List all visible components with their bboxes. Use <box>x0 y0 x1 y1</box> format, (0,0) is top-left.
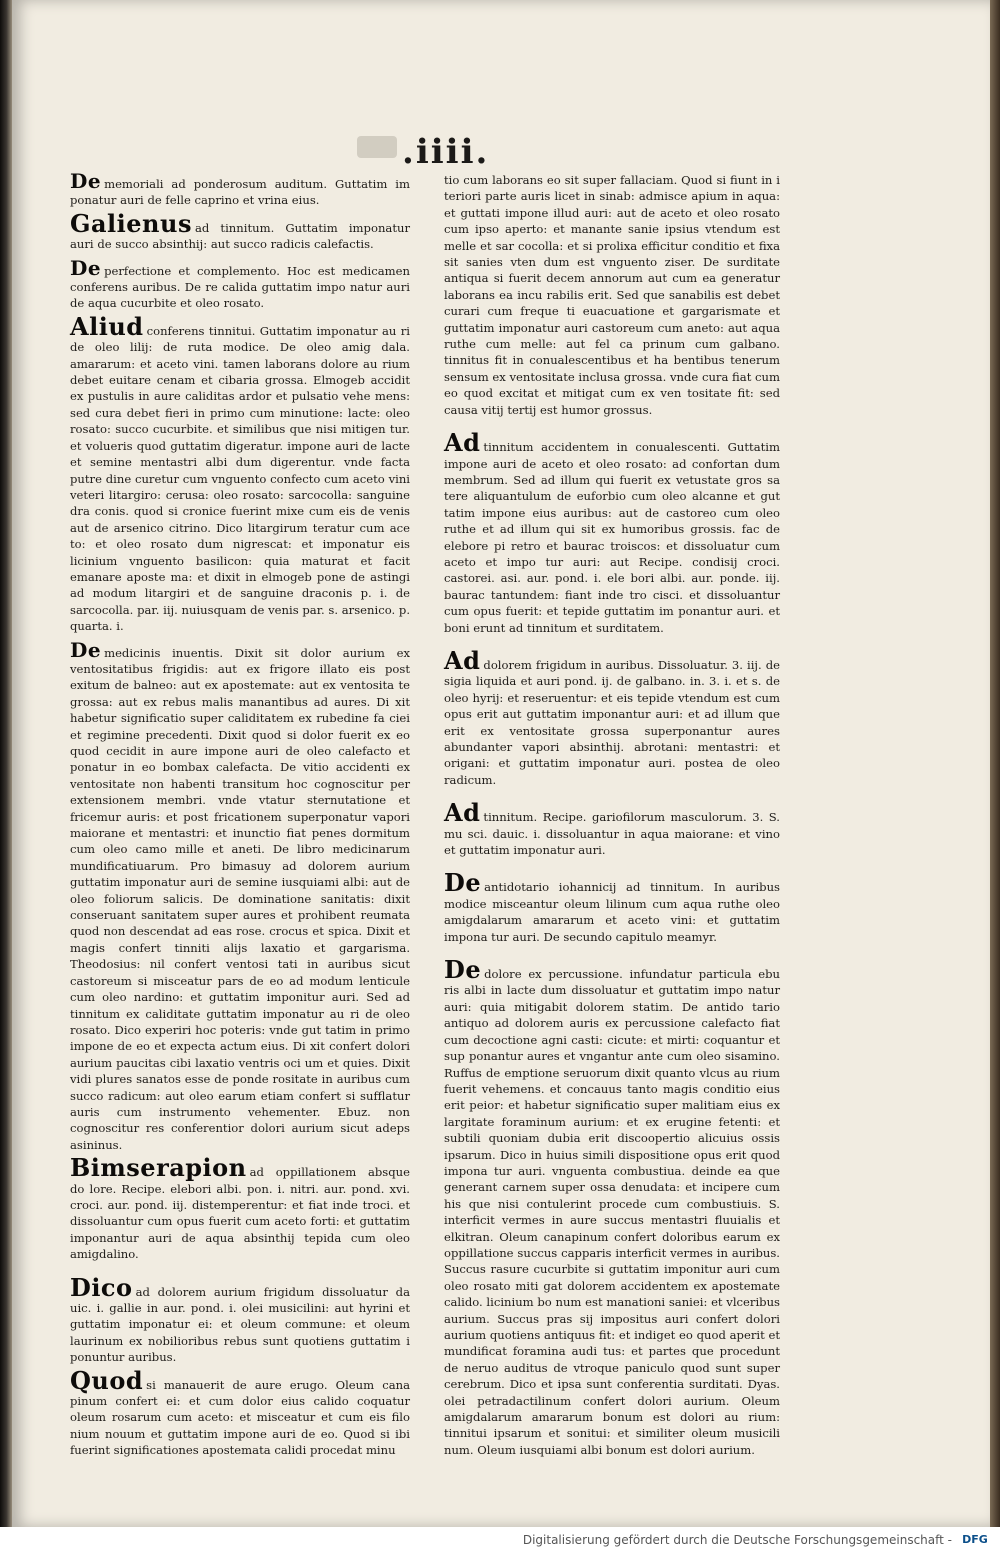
paragraph <box>444 798 780 858</box>
scanned-page <box>12 0 990 1527</box>
paragraph-text: dolorem frigidum in auribus. Dissoluatur. 3. iij. de sigia liquida et auri pond. ij. de galbano. in. 3. i. et s. de oleo hyrij: et reseruentur: et eis tepide vtendum est cum opus erit aut guttatim imponantur auri: et ad illum que erit ex ventositate grossa superponantur aures abundanter vapori absinthij. abrotani: mentastri: et origani: et guttatim imponatur auri. postea de oleo radicum. <box>444 657 780 787</box>
paragraph-text: conferens tinnitui. Guttatim imponatur au ri de oleo lilij: de ruta modice. De oleo amig dala. amararum: et aceto vini. tamen laborans dolore au rium debet euitare cenam et cibaria grossa. Elmogeb accidit ex pustulis in aure caliditas ardor et pulsatio vehe mens: sed cura debet fieri in primo cum minutione: lacte: oleo rosato: succo cucurbite. et similibus que nisi mitigen tur. et volueris quod guttatim digeratur. impone auri de lacte et semine mentastri albi dum digerentur. vnde facta putre dine curetur cum vnguento confecto cum aceto vini veteri litargiro: cerusa: oleo rosato: sarcocolla: sanguine dra conis. quod si cronice fuerint mixe cum eis de venis aut de arsenico citrino. Dico litargirum teratur cum ace to: et oleo rosato dum nigrescat: et imponatur eis licinium vnguento basilicon: quia maturat et facit emanare aposte ma: et dixit in elmogeb pone de astingi ad modum litargiri et de sanguine draconis p. i. de sarcocolla. par. iij. nuiusquam de venis par. s. arsenico. p. quarta. i. <box>70 323 410 634</box>
initial-word: De <box>70 255 102 280</box>
paragraph <box>70 1365 410 1459</box>
initial-word: De <box>70 637 102 662</box>
paragraph-text: si manauerit de aure erugo. Oleum cana pinum confert ei: et cum dolor eius calido coquatur oleum rosarum cum aceto: et misceatur et cum eis filo nium nouum et guttatim impone auri de eo. Quod si ibi fuerint significationes apostemata calidi procedat minu <box>70 1377 410 1458</box>
initial-word: Galienus <box>70 208 192 238</box>
paragraph-text: perfectione et complemento. Hoc est medicamen conferens auribus. De re calida guttatim impo natur auri de aqua cucurbite et oleo rosato. <box>70 263 410 311</box>
paragraph <box>70 1153 410 1262</box>
paragraph <box>70 637 410 1154</box>
paragraph <box>444 868 780 945</box>
initial-word: De <box>444 868 482 898</box>
initial-word: Dico <box>70 1272 133 1302</box>
initial-word: De <box>444 955 482 985</box>
paragraph <box>444 955 780 1458</box>
paragraph <box>70 169 410 209</box>
dfg-logo-icon: DFG <box>962 1533 988 1546</box>
paragraph <box>70 255 410 312</box>
initial-word: Ad <box>444 428 481 458</box>
paragraph-text: medicinis inuentis. Dixit sit dolor aurium ex ventositatibus frigidis: aut ex frigore illato eis post exitum de balneo: aut ex apostemate: aut ex ventosita te grossa: aut ex rebus malis manantibus ad aures. Di xit habetur significatio super caliditatem ex rubedine fa ciei et regimine precedenti. Dixit quod si dolor fuerit ex eo quod cecidit in aure impone auri de oleo calefacto et ponatur in eo bombax calefacta. De vitio accidenti ex ventositate non habenti transitum hoc cognoscitur per extensionem membri. vnde vtatur sternutatione et fricemur auris: et post fricationem superponatur vapori maiorane et mentastri: et inunctio fiat penes dormitum cum oleo camo mille et aneti. De libro medicinarum mundificatiuarum. Pro bimasuy ad dolorem aurium guttatim imponatur auri de semine iusquiami albi: aut de oleo foliorum salicis. De dominatione sanitatis: dixit conseruant sanitatem super aures et prohibent reumata quod non descendat ad eas rose. crocus et spica. Dixit et magis confert tinniti alijs laxatio et gargarisma. Theodosius: nil confert ventosi tati in auribus sicut castoreum si misceatur pars de eo ad modum lenticule cum oleo nardino: et guttatim imponitur auri. Sed ad tinnitum ex caliditate guttatim imponatur au ri de oleo rosato. Dico experiri hoc poteris: vnde gut tatim in primo impone de eo et expecta actum eius. Di xit confert dolori aurium paucitas cibi laxatio ventris oci um et quies. Dixit vidi plures sanatos esse de ponde rositate in auribus cum succo radicum: aut oleo earum etiam confert si sufflatur auris cum instrumento vehementer. Ebuz. non cognoscitur res conferentior dolori aurium sicut adeps asininus. <box>70 645 410 1152</box>
paragraph <box>444 645 780 788</box>
left-column <box>70 169 410 1465</box>
paragraph-text: tio cum laborans eo sit super fallaciam. Quod si fiunt in i teriori parte auris licet in sinab: admisce apium in aqua: et guttati impone illud auri: aut de aceto et oleo rosato cum ipso aperto: et manante sanie ipsius vtendum est melle et sar cocolla: et si prolixa efficitur conditio et fixa sit sanies vten dum est vnguento ziser. De surditate antiqua si fuerit decem annorum aut cum ea generatur laborans ea incu rabilis erit. Sed que sanabilis est debet curari cum freque ti euacuatione et gargarismate et guttatim imponatur auri castoreum cum aneto: aut aqua ruthe cum melle: aut fel ca prinum cum galbano. tinnitus fit in conualescentibus et ha bentibus tenerum sensum ex ventositate inclusa grossa. vnde cura fiat cum eo quod excitat et mitigat cum ex ven tositate fit: sed causa vitij tertij est humor grossus. <box>444 173 780 417</box>
initial-word: Bimserapion <box>70 1153 247 1183</box>
paragraph-text: ad tinnitum. Guttatim imponatur auri de succo absinthij: aut succo radicis calefactis. <box>70 220 410 252</box>
initial-word: Quod <box>70 1365 144 1395</box>
initial-word: Aliud <box>70 311 144 341</box>
paragraph <box>444 172 780 418</box>
footer-credit: Digitalisierung gefördert durch die Deutsche Forschungsgemeinschaft - <box>522 1533 952 1547</box>
right-column <box>444 172 780 1464</box>
paragraph <box>70 311 410 635</box>
initial-word: Ad <box>444 798 481 828</box>
paragraph <box>70 208 410 253</box>
book-right-edge <box>990 0 1000 1555</box>
paragraph-text: antidotario iohannicij ad tinnitum. In auribus modice misceantur oleum lilinum cum aqua ruthe oleo amigdalarum amararum et aceto vini: et guttatim impona tur auri. De secundo capitulo meamyr. <box>444 880 780 944</box>
paragraph-text: tinnitum. Recipe. gariofilorum masculorum. 3. S. mu sci. dauic. i. dissoluantur in aqua maiorane: et vino et guttatim imponatur auri. <box>444 810 780 858</box>
folio-smudge <box>357 136 397 158</box>
paragraph-text: dolore ex percussione. infundatur particula ebu ris albi in lacte dum dissoluatur et guttatim impo natur auri: quia mitigabit dolorem statim. De antido tario antiquo ad dolorem auris ex percussione calefacto fiat cum decoctione agni casti: cicute: et mirti: coquantur et sup ponantur aures et vngantur ante cum oleo sisamino. Ruffus de emptione seruorum dixit quanto vlcus au rium fuerit vehemens. et concauus tanto magis conditio eius erit peior: et habetur significatio super malitiam eius ex largitate foraminum aurium: et ex erugine fetenti: et subtili quoniam dubia erit discoopertio alicuius ossis ipsarum. Dico in huius simili dispositione opus erit quod impona tur auri. vnguenta combustiua. deinde ea que generant carnem super ossa denudata: et incipere cum his que nisi contulerint procede cum combustiuis. S. interficit vermes in aure succus mentastri fluuialis et elkitran. Oleum canapinum confert doloribus earum ex oppillatione succus capparis interficit vermes in auribus. Succus rasure cucurbite si guttatim imponitur auri cum oleo rosato miti gat dolorem accidentem ex apostemate calido. licinium bo num est manationi saniei: et vlceribus aurium. Succus pras sij impositus auri confert dolori aurium quotiens antiquus fit: et indiget eo quod aperit et mundificat foramina audi tus: et partes que procedunt de neruo auditus de vtroque paniculo quod sunt super cerebrum. Dico et ipsa sunt conferentia surditati. Dyas. olei petradactilinum confert dolori aurium. Oleum amigdalarum amararum bonum est dolori au rium: tinnitui ipsarum et sonitui: et similiter oleum musicili num. Oleum iusquiami albi bonum est dolori aurium. <box>444 967 780 1457</box>
paragraph-text: ad oppillationem absque do lore. Recipe. elebori albi. pon. i. nitri. aur. pond. xvi. croci. aur. pond. iij. distemperentur: et fiat inde troci. et dissoluantur cum opus fuerit cum aceto forti: et guttatim imponantur auri de aqua absinthij tepida cum oleo amigdalino. <box>70 1165 410 1262</box>
paragraph <box>444 428 780 636</box>
paragraph <box>70 1272 410 1366</box>
paragraph-text: memoriali ad ponderosum auditum. Guttatim im ponatur auri de felle caprino et vrina eius. <box>70 177 410 208</box>
paragraph-text: tinnitum accidentem in conualescenti. Guttatim impone auri de aceto et oleo rosato: ad confortan dum membrum. Sed ad illum qui fuerit ex vetustate gros sa tere aliquantulum de euforbio cum oleo alcanne et gut tatim impone eius auribus: aut de castoreo cum oleo ruthe et ad illum qui sit ex humoribus grossis. fac de elebore pi retro et baurac troiscos: et dissoluatur cum aceto et impo tur auri: aut Recipe. condisij croci. castorei. asi. aur. pond. i. ele bori albi. aur. ponde. iij. baurac tantundem: fiant inde tro cisci. et dissoluantur cum opus fuerit: et tepide guttatim im ponantur auri. et boni erunt ad tinnitum et surditatem. <box>444 440 780 635</box>
paragraph-text: ad dolorem aurium frigidum dissoluatur da uic. i. gallie in aur. pond. i. olei musicilini: aut hyrini et guttatim imponatur ei: et oleum commune: et oleum laurinum ex nobilioribus rebus sunt quotiens guttatim i ponuntur auribus. <box>70 1284 410 1365</box>
folio-number: .iiii. <box>402 132 490 172</box>
initial-word: De <box>70 169 102 193</box>
initial-word: Ad <box>444 645 481 675</box>
